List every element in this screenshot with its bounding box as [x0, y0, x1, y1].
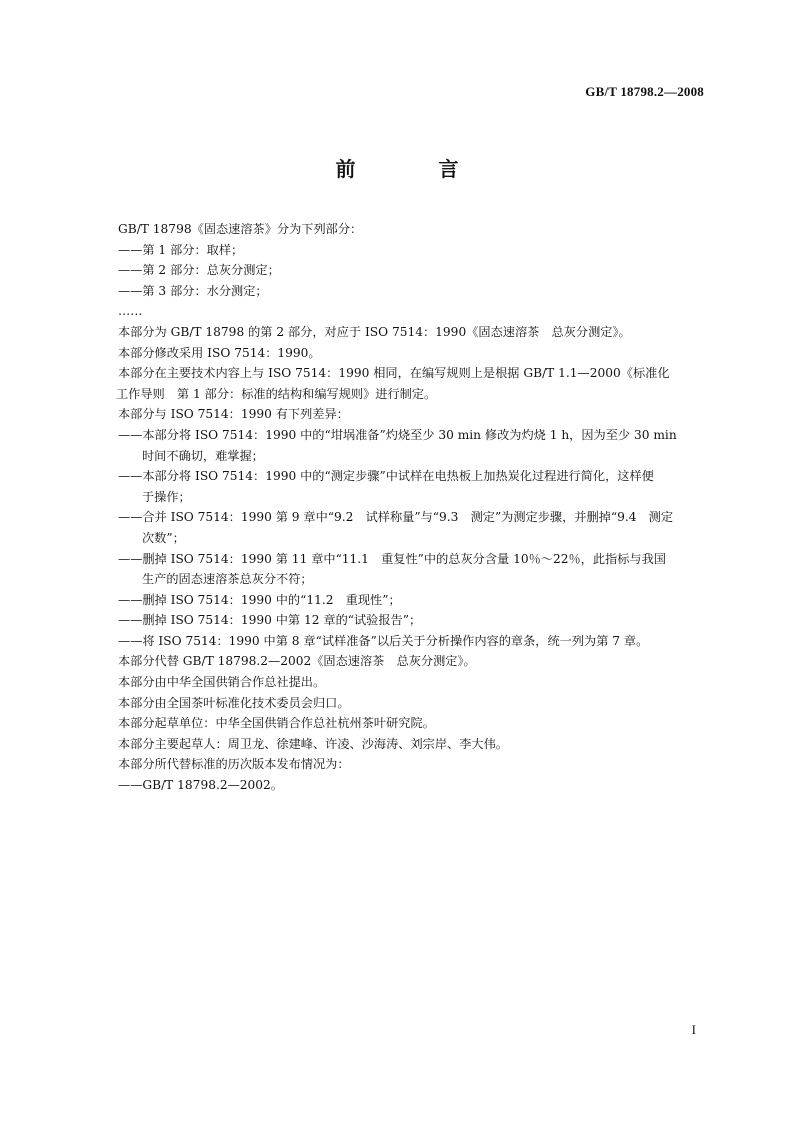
text-line: 本部分由全国茶叶标准化技术委员会归口。 [118, 695, 350, 710]
list-item: ——删掉 ISO 7514：1990 第 11 章中“11.1 重复性”中的总灰分含量 10％～22％，此指标与我国 [118, 551, 666, 566]
text-line: 本部分在主要技术内容上与 ISO 7514：1990 相同，在编写规则上是根据 GB/T 1.1—2000《标准化 [118, 366, 670, 381]
list-item: ——删掉 ISO 7514：1990 中的“11.2 重现性”； [118, 592, 401, 607]
list-item: ——GB/T 18798.2—2002。 [118, 778, 283, 793]
list-item: ——第 1 部分：取样； [118, 242, 244, 257]
list-item: ——删掉 ISO 7514：1990 中第 12 章的“试验报告”； [118, 613, 422, 628]
foreword-body [118, 219, 706, 796]
text-line: 本部分修改采用 ISO 7514：1990。 [118, 345, 321, 360]
list-item-continuation: 于操作； [142, 489, 191, 504]
standard-code: GB/T 18798.2—2008 [585, 84, 704, 99]
list-item-continuation: 次数”； [142, 530, 185, 545]
text-line: 本部分与 ISO 7514：1990 有下列差异： [118, 407, 349, 422]
list-item: ——第 2 部分：总灰分测定； [118, 263, 280, 278]
text-line: 本部分代替 GB/T 18798.2—2002《固态速溶茶 总灰分测定》。 [118, 654, 476, 669]
list-item: ——第 3 部分：水分测定； [118, 283, 268, 298]
text-line: 本部分起草单位：中华全国供销合作总社杭州茶叶研究院。 [118, 716, 435, 731]
text-line: 本部分为 GB/T 18798 的第 2 部分，对应于 ISO 7514：1990《固态速溶茶 总灰分测定》。 [118, 324, 631, 339]
list-item: ——合并 ISO 7514：1990 第 9 章中“9.2 试样称量”与“9.3 测定”为测定步骤，并删掉“9.4 测定 [118, 510, 674, 525]
list-item: ——将 ISO 7514：1990 中第 8 章“试样准备”以后关于分析操作内容的章条，统一列为第 7 章。 [118, 633, 649, 648]
list-item: ——本部分将 ISO 7514：1990 中的“坩埚准备”灼烧至少 30 min 修改为灼烧 1 h，因为至少 30 min [118, 427, 677, 442]
text-line: 本部分由中华全国供销合作总社提出。 [118, 675, 326, 690]
text-line: GB/T 18798《固态速溶茶》分为下列部分： [118, 222, 363, 236]
list-item-continuation: 时间不确切，难掌握； [142, 448, 264, 463]
ellipsis: …… [118, 304, 143, 319]
text-line: 本部分主要起草人：周卫龙、徐建峰、许凌、沙海涛、刘宗岸、李大伟。 [118, 736, 508, 751]
text-line: 本部分所代替标准的历次版本发布情况为： [118, 757, 350, 772]
text-line-continuation: 工作导则 第 1 部分：标准的结构和编写规则》进行制定。 [116, 386, 437, 401]
page-number: I [691, 1022, 696, 1037]
list-item-continuation: 生产的固态速溶茶总灰分不符； [142, 572, 313, 587]
page-title: 前 言 [335, 157, 497, 181]
list-item: ——本部分将 ISO 7514：1990 中的“测定步骤”中试样在电热板上加热炭化过程进行简化，这样便 [118, 469, 654, 484]
